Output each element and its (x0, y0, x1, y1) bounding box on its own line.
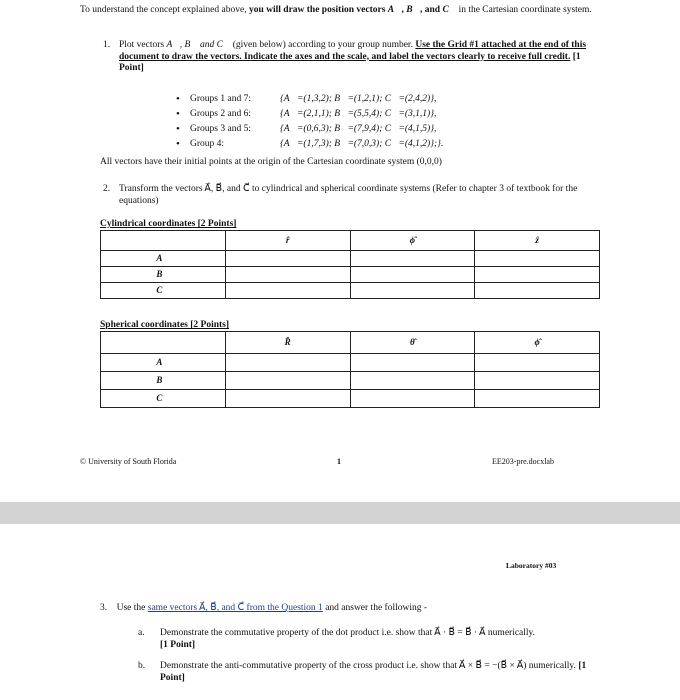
answer-cell[interactable] (475, 251, 600, 267)
group-vectors: {A⃗=(1,7,3); B⃗=(7,0,3); C⃗=(4,1,2)};}. (280, 138, 444, 149)
question-1-instructions: Use the Grid #1 attached at the end of this document to draw the vectors. Indicate the axes and the scale, and label the vectors clearly to receive full credit. (119, 40, 587, 62)
page-separator (0, 502, 680, 524)
table-header-cell: R̂ (225, 332, 350, 354)
table-row (101, 372, 600, 390)
table-header-cell: ϕ̂ (475, 332, 600, 354)
group-row (176, 137, 443, 152)
row-label-b: B⃗ (101, 372, 226, 390)
table-header-cell: r̂ (225, 231, 350, 251)
cylindrical-table (100, 230, 600, 299)
row-label-a: A⃗ (101, 251, 226, 267)
question-2-number: 2. (103, 184, 111, 194)
question-2-text: Transform the vectors A⃗, B⃗, and C⃗ to cylindrical and spherical coordinate systems (Refer to chapter 3 of textbook for the equations) (119, 184, 578, 206)
row-label-c: C⃗ (101, 390, 226, 408)
question-3: 3. Use the same vectors A⃗, B⃗, and C⃗ from the Question 1 and answer the following - (100, 603, 428, 613)
question-3b-text: Demonstrate the anti-commutative property of the cross product i.e. show that A⃗ × B⃗ = −(B⃗ × A⃗) numerically. (160, 661, 576, 671)
document-page-2 (0, 524, 680, 700)
intro-bold: you will draw the position vectors A⃗, B⃗, and C⃗ (248, 5, 457, 15)
table-header-cell: ẑ (475, 231, 600, 251)
answer-cell[interactable] (350, 283, 475, 299)
answer-cell[interactable] (225, 283, 350, 299)
question-3a-points: [1 Point] (160, 639, 196, 650)
bullet-icon: • (176, 107, 180, 120)
table-row (101, 251, 600, 267)
answer-cell[interactable] (475, 372, 600, 390)
answer-cell[interactable] (350, 390, 475, 408)
question-3-reference: same vectors A⃗, B⃗, and C⃗ from the Question 1 (147, 603, 323, 613)
bullet-icon: • (176, 122, 180, 135)
question-3-number: 3. (100, 603, 108, 613)
table-row (101, 390, 600, 408)
answer-cell[interactable] (225, 354, 350, 372)
table-row (101, 283, 600, 299)
spherical-title: Spherical coordinates [2 Points] (100, 320, 230, 330)
intro-paragraph: To understand the concept explained above, you will draw the position vectors A⃗, B⃗, and C⃗ in the Cartesian coordinate system. (80, 5, 592, 15)
group-label: Groups 3 and 5: (190, 123, 251, 134)
answer-cell[interactable] (225, 267, 350, 283)
bullet-icon: • (176, 92, 180, 105)
spherical-table (100, 331, 600, 408)
group-row (176, 107, 443, 122)
cylindrical-title: Cylindrical coordinates [2 Points] (100, 219, 237, 229)
group-label: Groups 1 and 7: (190, 93, 251, 104)
table-header-cell (101, 231, 226, 251)
table-row (101, 267, 600, 283)
question-3a-text: Demonstrate the commutative property of the dot product i.e. show that A⃗ · B⃗ = B⃗ · A⃗ numerically. (160, 628, 536, 638)
answer-cell[interactable] (475, 283, 600, 299)
question-3b-letter: b. (138, 661, 146, 671)
group-label: Group 4: (190, 138, 225, 149)
page-number: 1 (337, 457, 341, 466)
group-row (176, 92, 443, 107)
answer-cell[interactable] (350, 251, 475, 267)
bullet-icon: • (176, 137, 180, 150)
footer-copyright: © University of South Florida (80, 457, 177, 466)
table-header-row (101, 231, 600, 251)
table-header-cell (101, 332, 226, 354)
footer-filename: EE203-pre.docxlab (492, 457, 554, 466)
group-vectors: {A⃗=(0,6,3); B⃗=(7,9,4); C⃗=(4,1,5)}, (280, 123, 437, 134)
question-1-points: [1 Point] (119, 51, 581, 74)
group-vector-list (176, 92, 443, 152)
question-3b-points: [1 Point] (160, 661, 587, 683)
answer-cell[interactable] (350, 372, 475, 390)
answer-cell[interactable] (225, 251, 350, 267)
table-row (101, 354, 600, 372)
answer-cell[interactable] (225, 390, 350, 408)
row-label-c: C⃗ (101, 283, 226, 299)
question-3a-letter: a. (138, 628, 145, 638)
answer-cell[interactable] (350, 354, 475, 372)
group-label: Groups 2 and 6: (190, 108, 251, 119)
question-1-text: Plot vectors A⃗, B⃗ and C⃗ (given below) according to your group number. Use the Grid #1 attached at the end of this document to draw the vectors. Indicate the axes and the scale, and label the vectors clearly to receive full credit. [1 Point] (119, 40, 587, 74)
row-label-b: B⃗ (101, 267, 226, 283)
table-header-cell: ϕ̂ (350, 231, 475, 251)
group-vectors: {A⃗=(2,1,1); B⃗=(5,5,4); C⃗=(3,1,1)}, (280, 108, 437, 119)
group-row (176, 122, 443, 137)
answer-cell[interactable] (350, 267, 475, 283)
table-header-row (101, 332, 600, 354)
answer-cell[interactable] (225, 372, 350, 390)
answer-cell[interactable] (475, 267, 600, 283)
answer-cell[interactable] (475, 390, 600, 408)
row-label-a: A⃗ (101, 354, 226, 372)
answer-cell[interactable] (475, 354, 600, 372)
group-vectors: {A⃗=(1,3,2); B⃗=(1,2,1); C⃗=(2,4,2)}, (280, 93, 437, 104)
table-header-cell: θ̂ (350, 332, 475, 354)
lab-label: Laboratory #03 (506, 561, 557, 570)
question-1-number: 1. (103, 40, 111, 50)
origin-note: All vectors have their initial points at the origin of the Cartesian coordinate system (0,0,0) (100, 157, 442, 167)
